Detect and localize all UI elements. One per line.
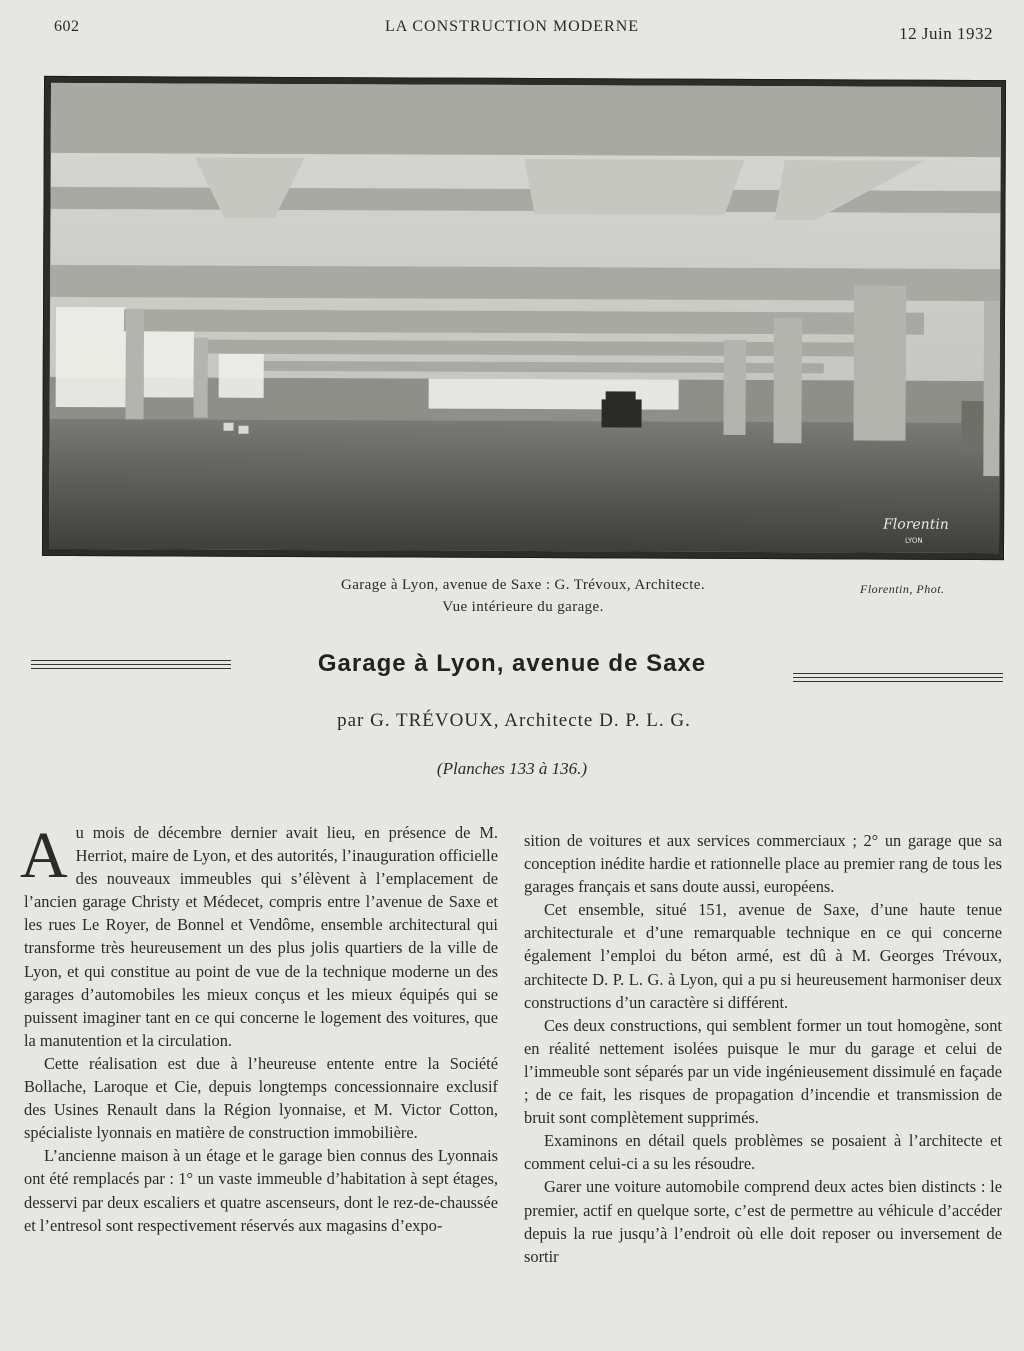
paragraph: Examinons en détail quels problèmes se posaient à l’architecte et comment celui-ci a su les résoudre.: [524, 1131, 1002, 1174]
text-column-left: [20, 819, 498, 1237]
paragraph: Ces deux constructions, qui semblent former un tout homogène, sont en réalité nettement isolées puisque le mur du garage et celui de l’immeuble sont séparés par un vide ingénieusement dissimulé en façade ; de ce fait, les risques de propagation d’incendie et transmission de bruit sont complètement supprimés.: [524, 1015, 1002, 1128]
drop-cap: A: [20, 819, 68, 892]
paragraph: L’ancienne maison à un étage et le garage bien connus des Lyonnais ont été remplacés par : 1° un vaste immeuble d’habitation à sept étages, desservi par deux escaliers et quatre ascenseurs, dont le rez-de-chaussée et l’entresol sont respectivement réservés aux magasins d’expo-: [24, 1146, 498, 1235]
photographer-place: LYON: [905, 536, 923, 545]
journal-title: LA CONSTRUCTION MODERNE: [384, 18, 640, 35]
garage-interior-photo: [42, 76, 1006, 560]
photo-credit: Florentin, Phot.: [860, 582, 945, 596]
article-title: Garage à Lyon, avenue de Saxe: [317, 650, 707, 677]
photographer-signature: Florentin: [883, 516, 949, 533]
photo-caption-line2: Vue intérieure du garage.: [442, 599, 604, 615]
photo-caption-line1: Garage à Lyon, avenue de Saxe : G. Trévoux, Architecte.: [341, 577, 705, 593]
byline: par G. TRÉVOUX, Architecte D. P. L. G.: [337, 710, 691, 731]
page-number: 602: [54, 18, 80, 35]
plates-reference: (Planches 133 à 136.): [436, 759, 588, 778]
paragraph: Cet ensemble, situé 151, avenue de Saxe, d’une haute tenue architecturale et d’une remarquable technique en ce qui concerne également l’emploi du béton armé, est dû à M. Georges Trévoux, architecte D. P. L. G. à Lyon, qui a pu si heureusement harmoniser deux constructions d’un caractère si différent.: [524, 900, 1002, 1012]
paragraph: Garer une voiture automobile comprend deux actes bien distincts : le premier, actif en quelque sorte, c’est de permettre au véhicule d’accéder depuis la rue jusqu’à l’endroit où elle doit reposer ou inversement de sortir: [524, 1177, 1002, 1266]
paragraph: sition de voitures et aux services commerciaux ; 2° un garage que sa conception inédite hardie et rationnelle place au premier rang de tous les garages français et sans doute aussi, européens.: [524, 831, 1002, 897]
title-rule-right: [793, 673, 1003, 682]
paragraph: [20, 819, 498, 1052]
paragraph: Cette réalisation est due à l’heureuse entente entre la Société Bollache, Laroque et Cie, depuis longtemps concessionnaire exclusif des Usines Renault dans la Région lyonnaise, et M. Victor Cotton, spécialiste lyonnais en matière de construction immobilière.: [24, 1053, 498, 1143]
issue-date: 12 Juin 1932: [899, 24, 993, 43]
paragraph-text: u mois de décembre dernier avait lieu, en présence de M. Herriot, maire de Lyon, et des autorités, l’inauguration officielle des nouveaux immeubles qui s’élèvent à l’emplacement de l’ancien garage Christy et Médecet, compris entre l’avenue de Saxe et les rues Le Royer, de Bonnel et Vendôme, ensemble architectural qui transforme très heureusement un des plus jolis quartiers de la ville de Lyon, et qui constitue au point de vue de la technique moderne un des garages d’automobiles les mieux conçus et les mieux équipés qui se puissent imaginer tant en ce qui concerne le logement des voitures, que la manutention et la circulation.: [24, 823, 498, 1050]
text-column-right: [524, 829, 1002, 1268]
